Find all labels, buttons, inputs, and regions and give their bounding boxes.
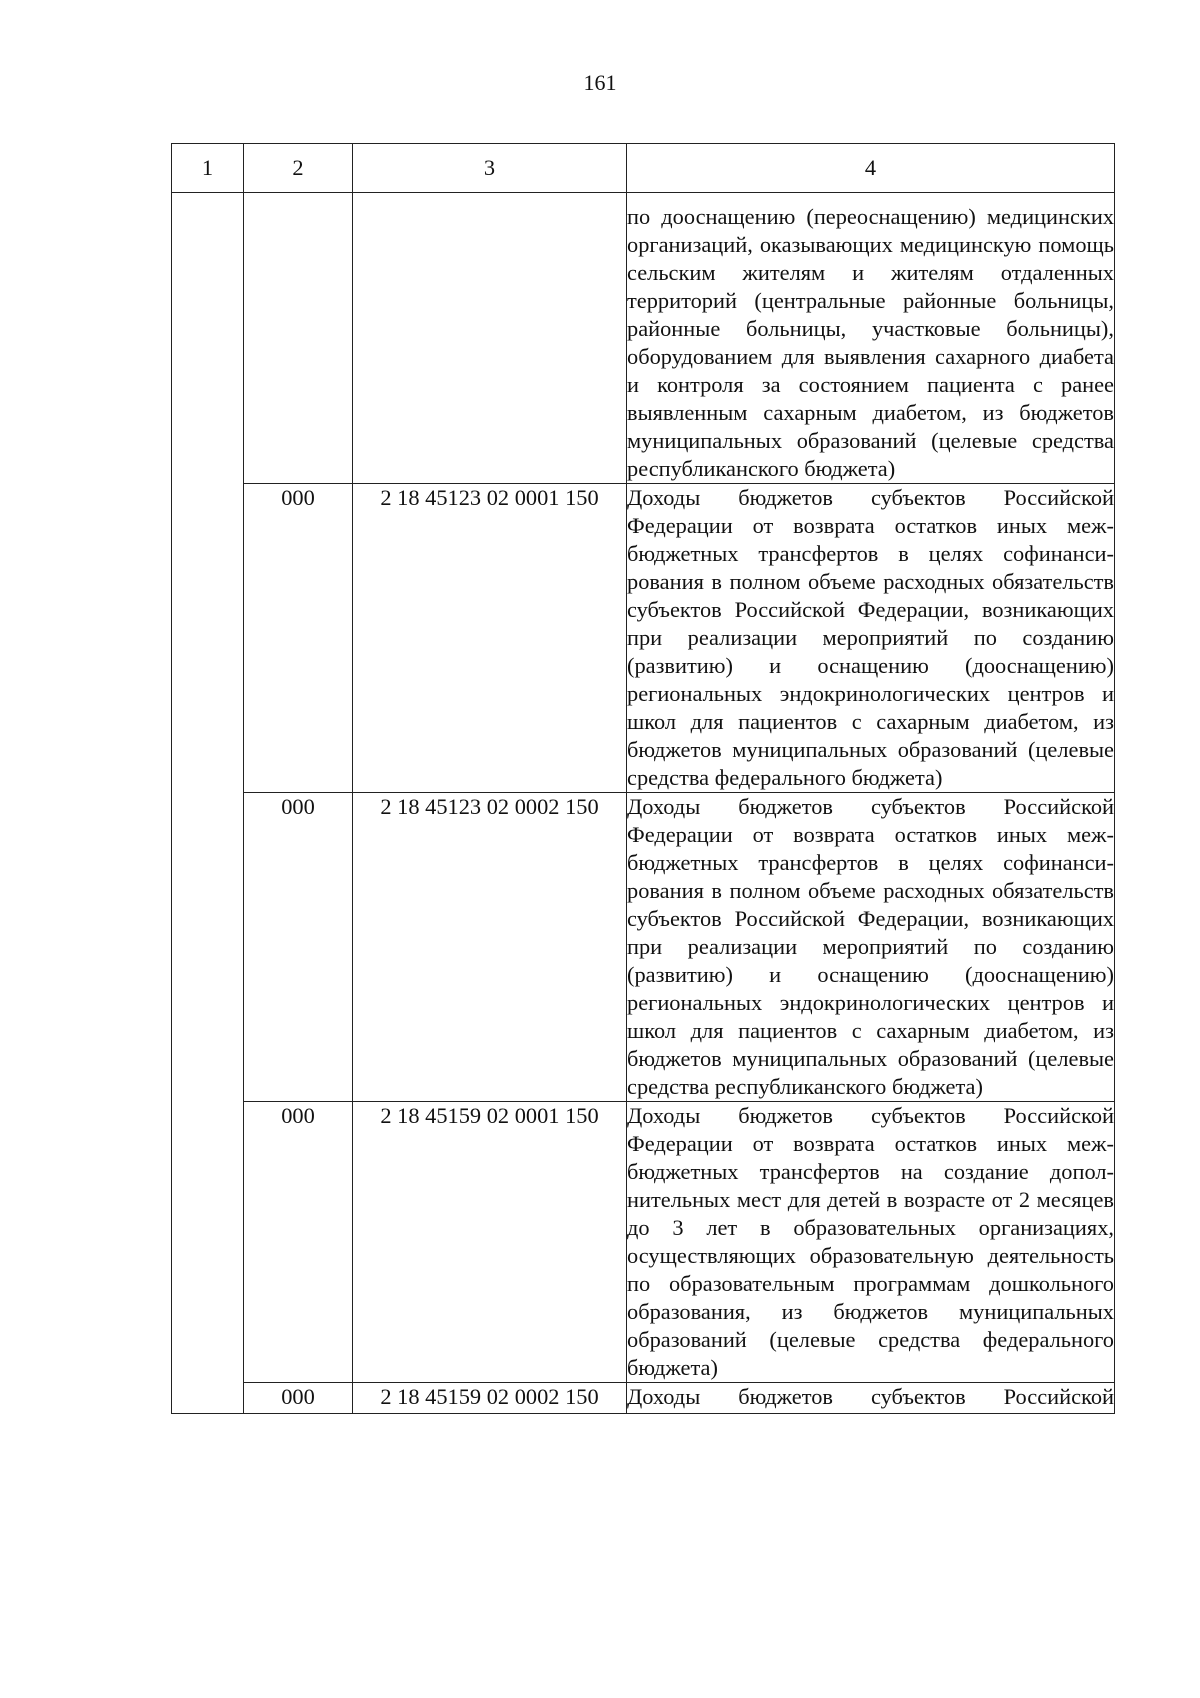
kbk-cell: 2 18 45123 02 0002 150 bbox=[353, 793, 627, 1102]
col-1-cell bbox=[172, 193, 244, 1414]
table-row bbox=[172, 793, 1115, 1102]
budget-codes-table bbox=[171, 143, 1115, 1414]
description-cell: по дооснащению (переоснащению) медицинских организаций, оказывающих медицинскую помощь сельским жителям и жителям отдаленных территорий (центральные районные больницы, районные больницы, участковые больницы), оборудованием для выявления сахарного диабета и контроля за состоянием пациента с ранее выявленным сахарным диабетом, из бюджетов муниципальных образований (целевые средства республиканского бюджета) bbox=[627, 193, 1115, 484]
table-row bbox=[172, 484, 1115, 793]
admin-code-cell: 000 bbox=[244, 1102, 353, 1383]
header-col-1: 1 bbox=[172, 144, 244, 193]
kbk-cell: 2 18 45159 02 0002 150 bbox=[353, 1383, 627, 1414]
description-cell: Доходы бюджетов субъектов Российской Федерации от возврата остатков иных межбюджетных трансфертов в целях софинансирования в полном объеме расходных обязательств субъектов Российской Федерации, возникающих при реализации мероприятий по созданию (развитию) и оснащению (дооснащению) региональных эндокринологических центров и школ для пациентов с сахарным диабетом, из бюджетов муниципальных образований (целевые средства республиканского бюджета) bbox=[627, 793, 1115, 1102]
header-row bbox=[172, 144, 1115, 193]
page-number: 161 bbox=[583, 70, 617, 95]
table-row bbox=[172, 1102, 1115, 1383]
kbk-cell: 2 18 45159 02 0001 150 bbox=[353, 1102, 627, 1383]
table-row bbox=[172, 1383, 1115, 1414]
table-row bbox=[172, 193, 1115, 484]
description-cell: Доходы бюджетов субъектов Российской Федерации от возврата остатков иных межбюджетных трансфертов в целях софинансирования в полном объеме расходных обязательств субъектов Российской Федерации, возникающих при реализации мероприятий по созданию (развитию) и оснащению (дооснащению) региональных эндокринологических центров и школ для пациентов с сахарным диабетом, из бюджетов муниципальных образований (целевые средства федерального бюджета) bbox=[627, 484, 1115, 793]
admin-code-cell: 000 bbox=[244, 1383, 353, 1414]
header-col-4: 4 bbox=[627, 144, 1115, 193]
admin-code-cell: 000 bbox=[244, 484, 353, 793]
description-cell: Доходы бюджетов субъектов Российской bbox=[627, 1383, 1115, 1414]
admin-code-cell: 000 bbox=[244, 793, 353, 1102]
header-col-3: 3 bbox=[353, 144, 627, 193]
description-cell: Доходы бюджетов субъектов Российской Федерации от возврата остатков иных межбюджетных трансфертов на создание дополнительных мест для детей в возрасте от 2 месяцев до 3 лет в образовательных организациях, осуществляющих образовательную деятельность по образовательным программам дошкольного образования, из бюджетов муниципальных образований (целевые средства федерального бюджета) bbox=[627, 1102, 1115, 1383]
admin-code-cell bbox=[244, 193, 353, 484]
kbk-cell: 2 18 45123 02 0001 150 bbox=[353, 484, 627, 793]
header-col-2: 2 bbox=[244, 144, 353, 193]
kbk-cell bbox=[353, 193, 627, 484]
